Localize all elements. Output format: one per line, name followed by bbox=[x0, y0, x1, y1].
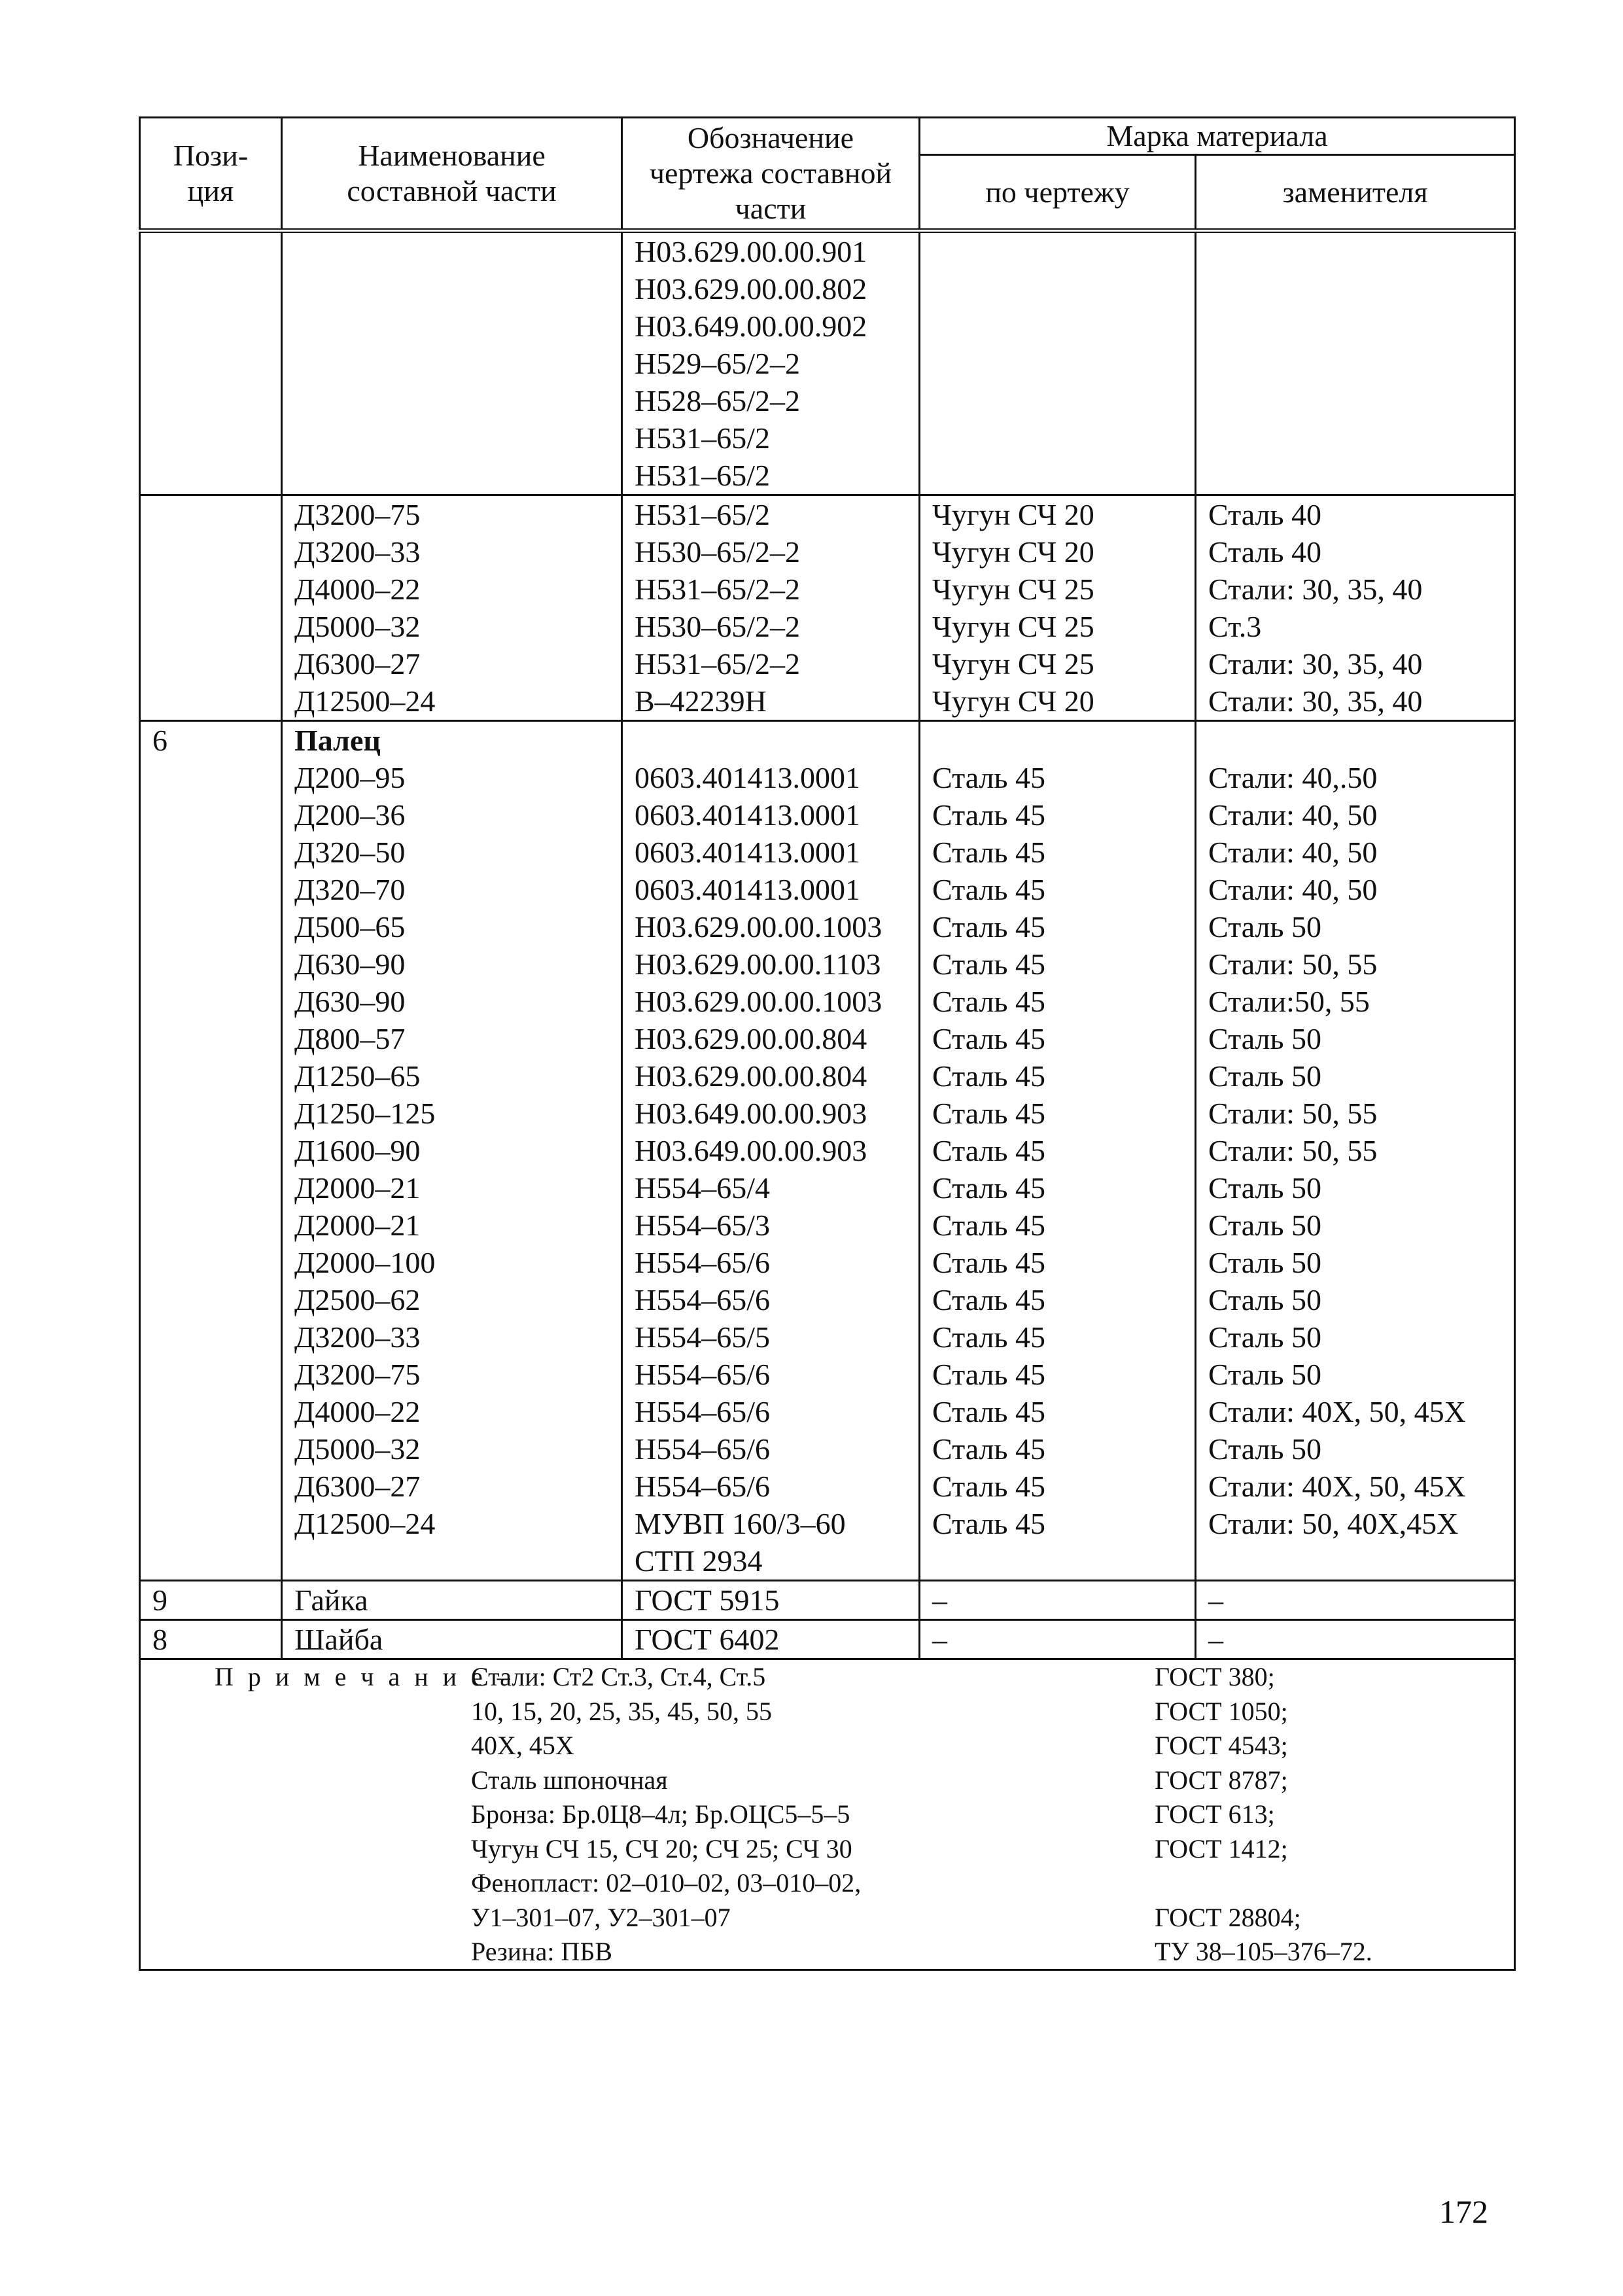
substitute-line: Стали: 40, 50 bbox=[1208, 836, 1378, 869]
material-line: Сталь 45 bbox=[932, 947, 1045, 981]
position-value: 8 bbox=[152, 1623, 167, 1656]
cell-substitute bbox=[1196, 1581, 1515, 1620]
designation-line: ГОСТ 6402 bbox=[635, 1623, 780, 1656]
note-label: П р и м е ч а н и е – bbox=[215, 1662, 514, 1691]
designation-line: Н03.629.00.00.901 bbox=[635, 235, 867, 268]
name-line: Д630–90 bbox=[294, 985, 406, 1018]
designation-line: 0603.401413.0001 bbox=[635, 761, 860, 794]
table-row bbox=[140, 495, 1515, 721]
material-line: Сталь 45 bbox=[932, 1134, 1045, 1167]
materials-table bbox=[139, 116, 1516, 1971]
substitute-line: Стали: 50, 40Х,45Х bbox=[1208, 1507, 1459, 1540]
name-line: Д1250–125 bbox=[294, 1097, 436, 1130]
substitute-line: Стали: 50, 55 bbox=[1208, 947, 1378, 981]
table-body bbox=[140, 231, 1515, 1659]
designation-line: Н530–65/2–2 bbox=[635, 535, 800, 569]
designation-line: Н554–65/6 bbox=[635, 1470, 770, 1503]
note-materials bbox=[471, 1660, 861, 1969]
material-line: Чугун СЧ 25 bbox=[932, 573, 1094, 606]
substitute-line: Сталь 50 bbox=[1208, 910, 1321, 944]
note-material-line: Чугун СЧ 15, СЧ 20; СЧ 25; СЧ 30 bbox=[471, 1833, 852, 1863]
cell-position bbox=[140, 721, 282, 1581]
designation-line: Н03.649.00.00.903 bbox=[635, 1134, 867, 1167]
material-line: Сталь 45 bbox=[932, 1283, 1045, 1316]
substitute-line: Сталь 50 bbox=[1208, 1171, 1321, 1205]
cell-designation bbox=[622, 721, 920, 1581]
cell-name bbox=[282, 1581, 622, 1620]
cell-name bbox=[282, 1620, 622, 1659]
substitute-line: Сталь 40 bbox=[1208, 498, 1321, 531]
designation-line: Н03.629.00.00.804 bbox=[635, 1059, 867, 1093]
cell-substitute bbox=[1196, 495, 1515, 721]
designation-line: Н03.629.00.00.1003 bbox=[635, 985, 882, 1018]
table-row bbox=[140, 231, 1515, 495]
cell-position bbox=[140, 231, 282, 495]
substitute-line: Стали: 50, 55 bbox=[1208, 1097, 1378, 1130]
material-line: Сталь 45 bbox=[932, 910, 1045, 944]
header-substitute: заменителя bbox=[1196, 155, 1515, 231]
substitute-line: Сталь 50 bbox=[1208, 1059, 1321, 1093]
designation-line: Н531–65/2 bbox=[635, 421, 770, 455]
name-line: Д5000–32 bbox=[294, 1432, 421, 1466]
note-material-line: 40Х, 45Х bbox=[471, 1731, 574, 1760]
note-standard-line: ГОСТ 4543; bbox=[1155, 1731, 1288, 1760]
designation-line: Н03.629.00.00.804 bbox=[635, 1022, 867, 1055]
designation-line: В–42239Н bbox=[635, 684, 767, 718]
cell-material bbox=[920, 721, 1196, 1581]
note-standard-line: ГОСТ 8787; bbox=[1155, 1765, 1288, 1795]
note-standard-line: ГОСТ 1412; bbox=[1155, 1833, 1288, 1863]
material-line: Сталь 45 bbox=[932, 1059, 1045, 1093]
spacer-line bbox=[932, 722, 1183, 759]
cell-designation bbox=[622, 1581, 920, 1620]
designation-line: Н03.629.00.00.802 bbox=[635, 272, 867, 306]
name-line: Д3200–75 bbox=[294, 498, 421, 531]
name-line: Д200–95 bbox=[294, 761, 406, 794]
name-line: Д200–36 bbox=[294, 798, 406, 832]
cell-substitute bbox=[1196, 1620, 1515, 1659]
substitute-line: Стали: 40Х, 50, 45Х bbox=[1208, 1395, 1466, 1428]
substitute-line: Стали: 30, 35, 40 bbox=[1208, 684, 1423, 718]
substitute-line: – bbox=[1208, 1623, 1223, 1656]
header-designation: Обозначение чертежа составной части bbox=[622, 118, 920, 231]
name-line: Д2500–62 bbox=[294, 1283, 421, 1316]
substitute-line: Стали: 40Х, 50, 45Х bbox=[1208, 1470, 1466, 1503]
position-value: 6 bbox=[152, 724, 167, 757]
note-material-line: Сталь шпоночная bbox=[471, 1765, 668, 1795]
material-line: Чугун СЧ 25 bbox=[932, 647, 1094, 680]
name-line: Д1600–90 bbox=[294, 1134, 421, 1167]
cell-designation bbox=[622, 495, 920, 721]
material-line: Сталь 45 bbox=[932, 985, 1045, 1018]
substitute-line: – bbox=[1208, 1583, 1223, 1617]
name-line: Д12500–24 bbox=[294, 684, 436, 718]
designation-line: Н531–65/2 bbox=[635, 459, 770, 492]
substitute-line: Стали: 40, 50 bbox=[1208, 873, 1378, 906]
cell-material bbox=[920, 231, 1196, 495]
designation-line: Н03.629.00.00.1003 bbox=[635, 910, 882, 944]
material-line: – bbox=[932, 1583, 947, 1617]
cell-name bbox=[282, 231, 622, 495]
note-standard-line: ГОСТ 1050; bbox=[1155, 1696, 1288, 1726]
designation-line: Н554–65/3 bbox=[635, 1209, 770, 1242]
designation-line: Н531–65/2–2 bbox=[635, 647, 800, 680]
material-line: Сталь 45 bbox=[932, 1432, 1045, 1466]
cell-designation bbox=[622, 231, 920, 495]
material-line: Сталь 45 bbox=[932, 836, 1045, 869]
material-line: Сталь 45 bbox=[932, 1358, 1045, 1391]
designation-line: 0603.401413.0001 bbox=[635, 873, 860, 906]
spacer-line bbox=[1208, 722, 1502, 759]
material-line: Чугун СЧ 25 bbox=[932, 610, 1094, 643]
name-line: Д500–65 bbox=[294, 910, 406, 944]
cell-substitute bbox=[1196, 721, 1515, 1581]
note-material-line: У1–301–07, У2–301–07 bbox=[471, 1902, 731, 1932]
material-line: Сталь 45 bbox=[932, 1022, 1045, 1055]
name-line: Д12500–24 bbox=[294, 1507, 436, 1540]
name-line: Д4000–22 bbox=[294, 1395, 421, 1428]
header-name: Наименование составной части bbox=[282, 118, 622, 231]
cell-substitute bbox=[1196, 231, 1515, 495]
substitute-line: Сталь 50 bbox=[1208, 1358, 1321, 1391]
position-value bbox=[152, 233, 269, 270]
name-line: Шайба bbox=[294, 1623, 383, 1656]
spacer-line bbox=[635, 722, 907, 759]
designation-line: 0603.401413.0001 bbox=[635, 836, 860, 869]
note-standard-line: ТУ 38–105–376–72. bbox=[1155, 1937, 1372, 1966]
note-standard-line bbox=[1155, 1866, 1372, 1901]
substitute-line: Сталь 50 bbox=[1208, 1320, 1321, 1354]
designation-line: Н554–65/6 bbox=[635, 1395, 770, 1428]
name-line: Д2000–21 bbox=[294, 1171, 421, 1205]
designation-line: Н554–65/4 bbox=[635, 1171, 770, 1205]
note-material-line: Фенопласт: 02–010–02, 03–010–02, bbox=[471, 1868, 862, 1898]
header-position: Пози- ция bbox=[140, 118, 282, 231]
table-header bbox=[140, 118, 1515, 231]
material-line: Сталь 45 bbox=[932, 1209, 1045, 1242]
designation-line: СТП 2934 bbox=[635, 1544, 763, 1578]
material-line: Сталь 45 bbox=[932, 1171, 1045, 1205]
cell-name bbox=[282, 721, 622, 1581]
cell-material bbox=[920, 1620, 1196, 1659]
substitute-line: Стали: 40, 50 bbox=[1208, 798, 1378, 832]
designation-line: Н554–65/6 bbox=[635, 1432, 770, 1466]
table-row bbox=[140, 1620, 1515, 1659]
material-line: – bbox=[932, 1623, 947, 1656]
designation-line: ГОСТ 5915 bbox=[635, 1583, 780, 1617]
substitute-line: Сталь 50 bbox=[1208, 1246, 1321, 1279]
material-line: Сталь 45 bbox=[932, 1246, 1045, 1279]
substitute-line: Сталь 50 bbox=[1208, 1283, 1321, 1316]
name-line: Д4000–22 bbox=[294, 573, 421, 606]
substitute-line: Стали: 40,.50 bbox=[1208, 761, 1378, 794]
material-line: Сталь 45 bbox=[932, 1395, 1045, 1428]
designation-line: Н03.649.00.00.902 bbox=[635, 309, 867, 343]
substitute-line: Стали: 30, 35, 40 bbox=[1208, 573, 1423, 606]
substitute-line: Стали: 50, 55 bbox=[1208, 1134, 1378, 1167]
substitute-line: Сталь 50 bbox=[1208, 1022, 1321, 1055]
note-material-line: 10, 15, 20, 25, 35, 45, 50, 55 bbox=[471, 1696, 772, 1726]
cell-material bbox=[920, 1581, 1196, 1620]
name-line: Д800–57 bbox=[294, 1022, 406, 1055]
designation-line: Н554–65/6 bbox=[635, 1246, 770, 1279]
material-line: Чугун СЧ 20 bbox=[932, 498, 1094, 531]
name-line: Д320–50 bbox=[294, 836, 406, 869]
cell-name bbox=[282, 495, 622, 721]
note-standard-line: ГОСТ 613; bbox=[1155, 1799, 1275, 1829]
note-standards bbox=[1155, 1660, 1372, 1969]
name-line: Д3200–75 bbox=[294, 1358, 421, 1391]
position-value: 9 bbox=[152, 1583, 167, 1617]
note-standard-line: ГОСТ 380; bbox=[1155, 1662, 1275, 1691]
position-value bbox=[152, 496, 269, 533]
name-line: Д320–70 bbox=[294, 873, 406, 906]
note-material-line: Бронза: Бр.0Ц8–4л; Бр.ОЦС5–5–5 bbox=[471, 1799, 850, 1829]
name-line: Д2000–100 bbox=[294, 1246, 436, 1279]
table-row bbox=[140, 721, 1515, 1581]
designation-line: Н529–65/2–2 bbox=[635, 347, 800, 380]
name-line: Д6300–27 bbox=[294, 1470, 421, 1503]
cell-position bbox=[140, 1581, 282, 1620]
material-line: Сталь 45 bbox=[932, 761, 1045, 794]
header-by-drawing: по чертежу bbox=[920, 155, 1196, 231]
designation-line: Н554–65/5 bbox=[635, 1320, 770, 1354]
page-number: 172 bbox=[1439, 2193, 1488, 2230]
note-material-line: Резина: ПБВ bbox=[471, 1937, 612, 1966]
material-line: Сталь 45 bbox=[932, 873, 1045, 906]
cell-position bbox=[140, 1620, 282, 1659]
substitute-line: Сталь 50 bbox=[1208, 1209, 1321, 1242]
note-material-line: Стали: Ст2 Ст.3, Ст.4, Ст.5 bbox=[471, 1662, 766, 1691]
designation-line: Н530–65/2–2 bbox=[635, 610, 800, 643]
material-line: Сталь 45 bbox=[932, 1320, 1045, 1354]
part-title: Палец bbox=[294, 724, 381, 757]
name-line: Д2000–21 bbox=[294, 1209, 421, 1242]
material-line: Чугун СЧ 20 bbox=[932, 535, 1094, 569]
designation-line: Н531–65/2–2 bbox=[635, 573, 800, 606]
material-line: Сталь 45 bbox=[932, 1097, 1045, 1130]
name-line: Д3200–33 bbox=[294, 535, 421, 569]
cell-material bbox=[920, 495, 1196, 721]
note-standard-line: ГОСТ 28804; bbox=[1155, 1902, 1301, 1932]
designation-line: Н528–65/2–2 bbox=[635, 384, 800, 417]
designation-line: Н03.649.00.00.903 bbox=[635, 1097, 867, 1130]
substitute-line: Стали: 30, 35, 40 bbox=[1208, 647, 1423, 680]
designation-line: 0603.401413.0001 bbox=[635, 798, 860, 832]
cell-position bbox=[140, 495, 282, 721]
substitute-line: Сталь 50 bbox=[1208, 1432, 1321, 1466]
table-row bbox=[140, 1581, 1515, 1620]
designation-line: МУВП 160/3–60 bbox=[635, 1507, 846, 1540]
name-line: Д1250–65 bbox=[294, 1059, 421, 1093]
material-line: Сталь 45 bbox=[932, 1507, 1045, 1540]
substitute-line: Стали:50, 55 bbox=[1208, 985, 1370, 1018]
cell-designation bbox=[622, 1620, 920, 1659]
name-line: Д630–90 bbox=[294, 947, 406, 981]
name-line: Гайка bbox=[294, 1583, 368, 1617]
designation-line: Н554–65/6 bbox=[635, 1283, 770, 1316]
name-line: Д3200–33 bbox=[294, 1320, 421, 1354]
name-line: Д6300–27 bbox=[294, 647, 421, 680]
header-material-group: Марка материала bbox=[920, 118, 1515, 155]
substitute-line: Сталь 40 bbox=[1208, 535, 1321, 569]
material-line: Чугун СЧ 20 bbox=[932, 684, 1094, 718]
substitute-line: Ст.3 bbox=[1208, 610, 1262, 643]
note-block bbox=[140, 1659, 1515, 1970]
designation-line: Н554–65/6 bbox=[635, 1358, 770, 1391]
material-line: Сталь 45 bbox=[932, 798, 1045, 832]
name-line: Д5000–32 bbox=[294, 610, 421, 643]
designation-line: Н03.629.00.00.1103 bbox=[635, 947, 881, 981]
material-line: Сталь 45 bbox=[932, 1470, 1045, 1503]
designation-line: Н531–65/2 bbox=[635, 498, 770, 531]
